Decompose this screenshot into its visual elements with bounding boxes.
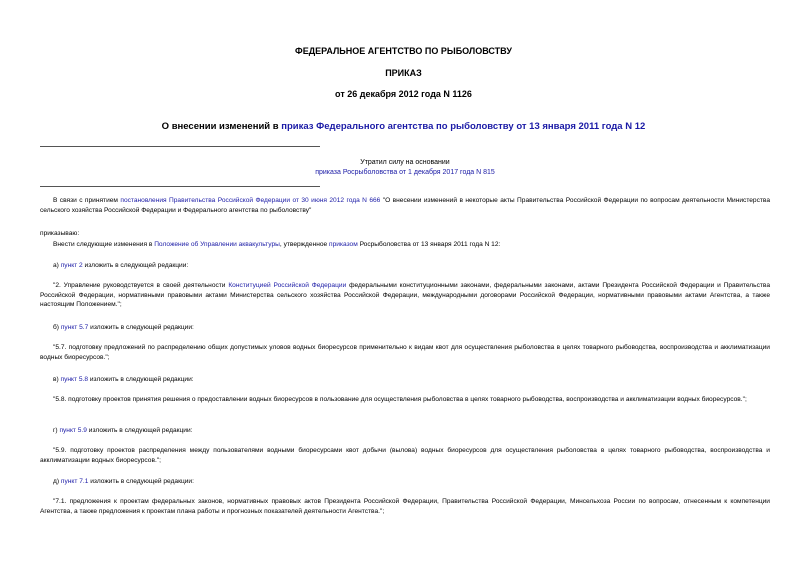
quote-paragraph-7-1: "7.1. предложения к проектам федеральных законов, нормативных правовых актов Президента Российской Федерации, Правительства Российской Федерации, Минсельхоза России по вопросам, отнесенным к компетенции Агентства, а также предложения к проектам плана работы и прогнозных показателей деятельности Агентства."; bbox=[40, 498, 770, 515]
status-note: Утратил силу на основании bbox=[360, 159, 450, 166]
divider-top bbox=[40, 146, 320, 147]
status-link[interactable]: приказа Росрыболовства от 1 декабря 2017 года N 815 bbox=[315, 169, 495, 176]
intro-paragraph: Внести следующие изменения в Положение об Управлении аквакультуры, утвержденное приказом Росрыболовства от 13 января 2011 года N 12: bbox=[53, 241, 501, 248]
list-item: а) пункт 2 изложить в следующей редакции: bbox=[53, 262, 189, 269]
constitution-link[interactable]: Конституцией Российской Федерации bbox=[228, 282, 347, 289]
divider-bottom bbox=[40, 186, 320, 187]
list-item: г) пункт 5.9 изложить в следующей редакции: bbox=[53, 427, 193, 434]
list-item: в) пункт 5.8 изложить в следующей редакции: bbox=[53, 376, 194, 383]
quote-paragraph-5-7: "5.7. подготовку предложений по распределению общих допустимых уловов водных биоресурсов применительно к видам квот для осуществления рыболовства в целях товарного рыбоводства, воспроизводства и акклиматизации водных биоресурсов."; bbox=[40, 344, 770, 361]
intro-link-order[interactable]: приказом bbox=[329, 241, 358, 248]
preamble-link[interactable]: постановления Правительства Российской Федерации от 30 июня 2012 года N 666 bbox=[120, 197, 381, 204]
document-title bbox=[0, 121, 807, 132]
list-item: б) пункт 5.7 изложить в следующей редакции: bbox=[53, 324, 194, 331]
document-date-number: от 26 декабря 2012 года N 1126 bbox=[335, 89, 472, 99]
status-note-link-line bbox=[280, 168, 530, 178]
quote-paragraph-5-8: "5.8. подготовку проектов принятия решения о предоставлении водных биоресурсов в пользование для осуществления рыболовства в целях товарного рыбоводства, воспроизводства и акклиматизации водных биоресурсов."; bbox=[53, 396, 747, 403]
title-prefix: О внесении изменений в bbox=[161, 121, 282, 132]
item-link[interactable]: пункт 7.1 bbox=[60, 478, 89, 485]
item-link[interactable]: пункт 5.7 bbox=[60, 324, 89, 331]
document-type: ПРИКАЗ bbox=[385, 68, 422, 78]
item-link[interactable]: пункт 2 bbox=[60, 262, 83, 269]
item-link[interactable]: пункт 5.9 bbox=[59, 427, 87, 434]
title-link[interactable]: приказ Федерального агентства по рыболовству от 13 января 2011 года N 12 bbox=[281, 121, 646, 132]
quote-paragraph-2: "2. Управление руководствуется в своей деятельности Конституцией Российской Федерации федеральными конституционными законами, федеральными законами, актами Президента Российской Федерации и Правительства Российской Федерации, нормативными правовыми актами Министерства сельского хозяйства Российской Федерации, международными договорами Российской Федерации, нормативными правовыми актами Агентства, а также настоящим Положением."; bbox=[40, 282, 770, 309]
order-word: приказываю: bbox=[40, 230, 80, 237]
item-link[interactable]: пункт 5.8 bbox=[60, 376, 89, 383]
preamble-paragraph: В связи с принятием постановления Правительства Российской Федерации от 30 июня 2012 года N 666 "О внесении изменений в некоторые акты Правительства Российской Федерации по вопросам деятельности Министерства сельского хозяйства Российской Федерации и Федерального агентства по рыболовству" bbox=[40, 197, 771, 214]
list-item: д) пункт 7.1 изложить в следующей редакции: bbox=[53, 478, 194, 485]
intro-link-regulation[interactable]: Положение об Управлении аквакультуры bbox=[154, 241, 280, 248]
agency-name: ФЕДЕРАЛЬНОЕ АГЕНТСТВО ПО РЫБОЛОВСТВУ bbox=[295, 46, 512, 56]
quote-paragraph-5-9: "5.9. подготовку проектов распределения между пользователями водными биоресурсами квот добычи (вылова) водных биоресурсов для осуществления рыболовства в целях товарного рыбоводства, воспроизводства и акклиматизации водных биоресурсов."; bbox=[40, 447, 770, 464]
